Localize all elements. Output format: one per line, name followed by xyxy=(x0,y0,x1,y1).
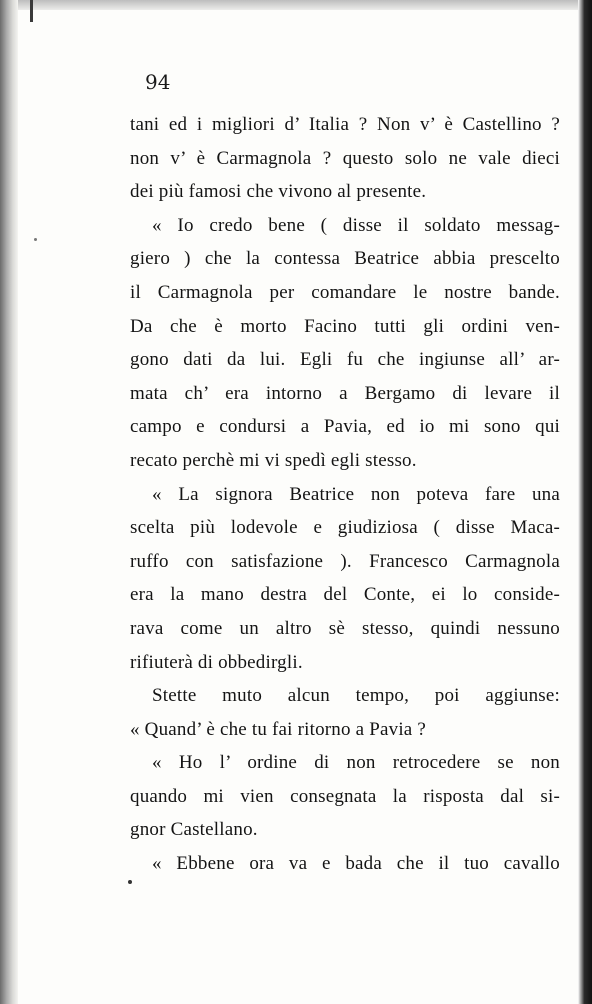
text-line: scelta più lodevole e giudiziosa ( disse Maca- xyxy=(130,517,560,539)
text-line: « Ebbene ora va e bada che il tuo cavallo xyxy=(152,853,560,875)
text-line: Da che è morto Facino tutti gli ordini ven- xyxy=(130,315,560,337)
body-text xyxy=(130,108,560,881)
text-line: rifiuterà di obbedirgli. xyxy=(130,651,303,673)
text-line: mata ch’ era intorno a Bergamo di levare il xyxy=(130,382,560,404)
text-line: gono dati da lui. Egli fu che ingiunse all’ ar- xyxy=(130,349,560,371)
text-line: « Ho l’ ordine di non retrocedere se non xyxy=(152,752,560,774)
text-line: tani ed i migliori d’ Italia ? Non v’ è Castellino ? xyxy=(130,114,560,135)
text-line: « Io credo bene ( disse il soldato messag- xyxy=(152,214,560,236)
text-line: campo e condursi a Pavia, ed io mi sono qui xyxy=(130,416,560,438)
text-line: era la mano destra del Conte, ei lo conside- xyxy=(130,584,560,606)
text-line: gnor Castellano. xyxy=(130,819,258,841)
text-line: il Carmagnola per comandare le nostre bande. xyxy=(130,281,560,303)
page-right-edge xyxy=(578,0,592,1004)
book-gutter xyxy=(0,0,18,1004)
text-line: rava come un altro sè stesso, quindi nessuno xyxy=(130,617,560,639)
text-line: quando mi vien consegnata la risposta dal si- xyxy=(130,785,560,807)
text-line: non v’ è Carmagnola ? questo solo ne vale dieci xyxy=(130,147,560,169)
spine-mark xyxy=(30,0,33,22)
ink-speck xyxy=(128,880,132,884)
text-line: Stette muto alcun tempo, poi aggiunse: xyxy=(152,685,560,707)
text-line: ruffo con satisfazione ). Francesco Carmagnola xyxy=(130,550,560,572)
text-line: giero ) che la contessa Beatrice abbia prescelto xyxy=(130,248,560,270)
text-line: recato perchè mi vi spedì egli stesso. xyxy=(130,449,417,471)
text-line: « Quand’ è che tu fai ritorno a Pavia ? xyxy=(130,718,427,740)
text-line: dei più famosi che vivono al presente. xyxy=(130,181,427,203)
ink-speck xyxy=(34,238,37,241)
text-line: « La signora Beatrice non poteva fare una xyxy=(152,483,560,505)
page-number: 94 xyxy=(145,70,171,94)
page-top-shadow xyxy=(0,0,592,10)
